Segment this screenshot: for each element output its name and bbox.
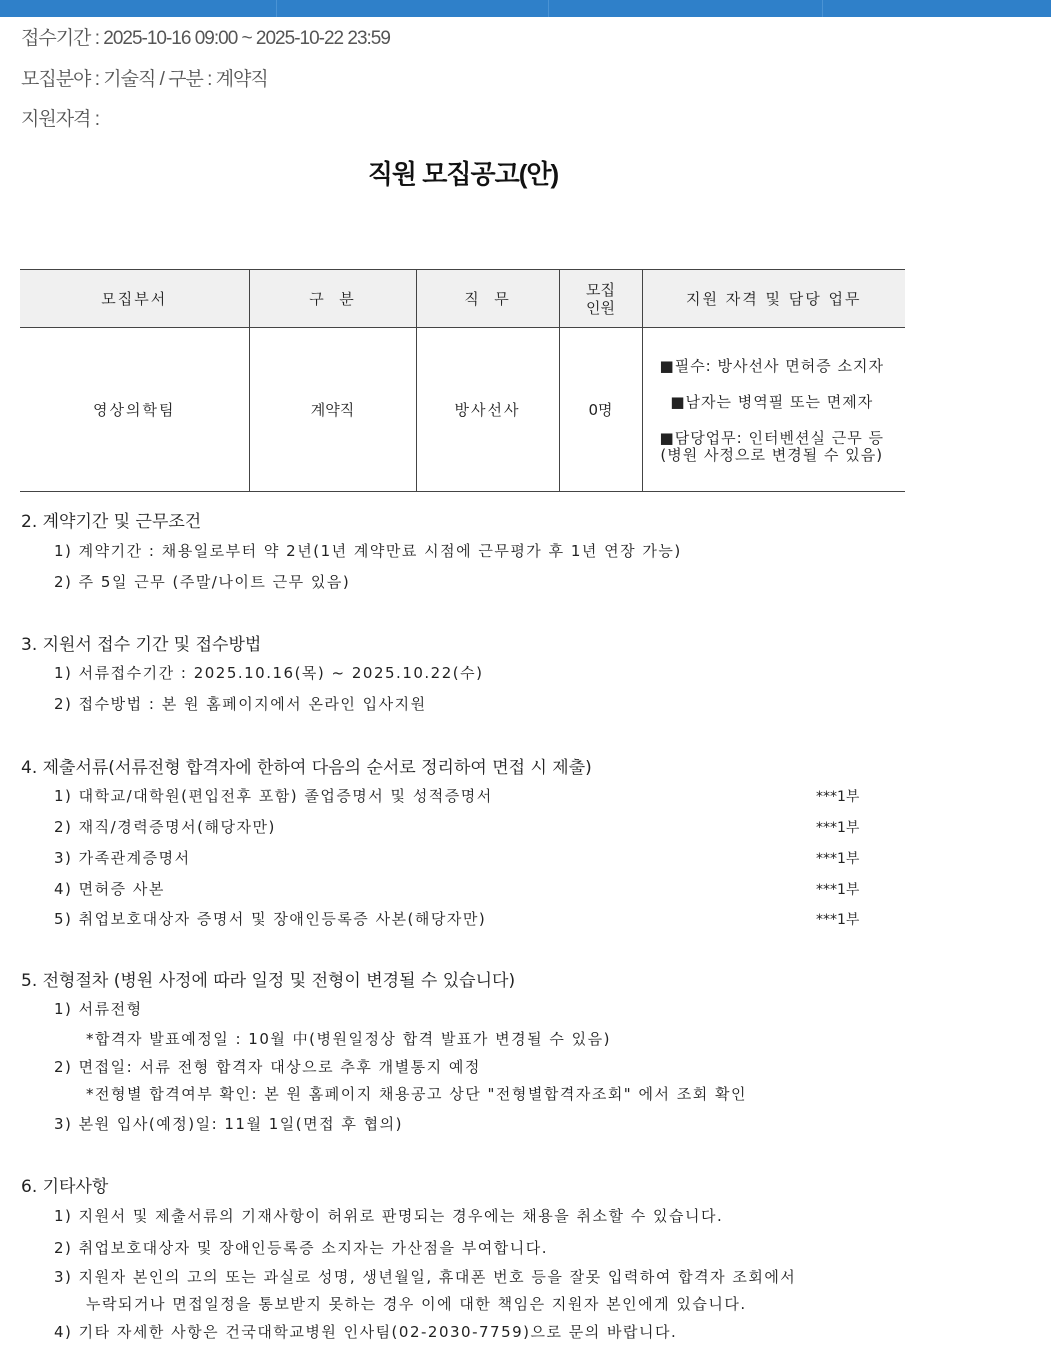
header-dept: 모집부서 [20, 270, 249, 328]
section-application-title: 3. 지원서 접수 기간 및 접수방법 [21, 635, 262, 655]
list-item: 3) 가족관계증명서 [54, 849, 191, 867]
list-subitem: *합격자 발표예정일 : 10월 中(병원일정상 합격 발표가 변경될 수 있음) [86, 1030, 612, 1048]
section-documents-title: 4. 제출서류(서류전형 합격자에 한하여 다음의 순서로 정리하여 면접 시 제출) [21, 758, 592, 778]
section-contract-title: 2. 계약기간 및 근무조건 [21, 512, 202, 532]
top-bar-divider [548, 0, 549, 17]
list-item: 1) 대학교/대학원(편입전후 포함) 졸업증명서 및 성적증명서 [54, 787, 493, 805]
section-misc-title: 6. 기타사항 [21, 1177, 109, 1197]
header-count-line1: 모집 [586, 280, 615, 299]
qualification-label: 지원자격 : [21, 109, 99, 130]
duty-item: ■담당업무: 인터벤션실 근무 등 [659, 428, 884, 447]
copies-count: ***1부 [816, 820, 860, 836]
list-item: 2) 취업보호대상자 및 장애인등록증 소지자는 가산점을 부여합니다. [54, 1239, 549, 1257]
header-count [559, 270, 642, 328]
recruitment-table [20, 269, 905, 492]
list-item: 2) 접수방법 : 본 원 홈페이지에서 온라인 입사지원 [54, 695, 427, 713]
top-bar-divider [822, 0, 823, 17]
table-row [20, 328, 905, 492]
header-job: 직 무 [416, 270, 559, 328]
document-title: 직원 모집공고(안) [367, 159, 559, 189]
copies-count: ***1부 [816, 882, 860, 898]
top-color-bar [0, 0, 1051, 17]
section-process-title: 5. 전형절차 (병원 사정에 따라 일정 및 전형이 변경될 수 있습니다) [21, 971, 516, 991]
list-item: 5) 취업보호대상자 증명서 및 장애인등록증 사본(해당자만) [54, 910, 487, 928]
copies-count: ***1부 [816, 789, 860, 805]
list-item: 1) 계약기간 : 채용일로부터 약 2년(1년 계약만료 시점에 근무평가 후 1년 연장 가능) [54, 542, 682, 560]
cell-count: 0명 [559, 328, 642, 492]
list-item: 2) 재직/경력증명서(해당자만) [54, 818, 276, 836]
cell-dept: 영상의학팀 [20, 328, 249, 492]
duty-item: ■필수: 방사선사 면허증 소지자 [659, 356, 884, 375]
list-item: 3) 지원자 본인의 고의 또는 과실로 성명, 생년월일, 휴대폰 번호 등을 잘못 입력하여 합격자 조회에서 [54, 1268, 797, 1286]
list-item: 4) 면허증 사본 [54, 880, 165, 898]
duty-item: ■남자는 병역필 또는 면제자 [670, 392, 874, 411]
cell-duties [642, 328, 905, 492]
cell-job: 방사선사 [416, 328, 559, 492]
application-period: 접수기간 : 2025-10-16 09:00 ~ 2025-10-22 23:59 [21, 28, 390, 49]
list-item: 4) 기타 자세한 사항은 건국대학교병원 인사팀(02-2030-7759)으로 문의 바랍니다. [54, 1323, 678, 1341]
list-item: 2) 면접일: 서류 전형 합격자 대상으로 추후 개별통지 예정 [54, 1058, 481, 1076]
copies-count: ***1부 [816, 912, 860, 928]
table-header-row [20, 270, 905, 328]
header-type: 구 분 [249, 270, 416, 328]
list-item: 1) 지원서 및 제출서류의 기재사항이 허위로 판명되는 경우에는 채용을 취소할 수 있습니다. [54, 1207, 724, 1225]
list-subitem: *전형별 합격여부 확인: 본 원 홈페이지 채용공고 상단 "전형별합격자조회" 에서 조회 확인 [86, 1085, 747, 1103]
list-item-continuation: 누락되거나 면접일정을 통보받지 못하는 경우 이에 대한 책임은 지원자 본인에게 있습니다. [86, 1295, 747, 1313]
cell-type: 계약직 [249, 328, 416, 492]
list-item: 1) 서류전형 [54, 1000, 143, 1018]
list-item: 1) 서류접수기간 : 2025.10.16(목) ~ 2025.10.22(수) [54, 664, 484, 682]
duty-item: (병원 사정으로 변경될 수 있음) [660, 445, 884, 464]
list-item: 3) 본원 입사(예정)일: 11월 1일(면접 후 협의) [54, 1115, 403, 1133]
copies-count: ***1부 [816, 851, 860, 867]
header-duty: 지원 자격 및 담당 업무 [642, 270, 905, 328]
top-bar-divider [276, 0, 277, 17]
recruit-field: 모집분야 : 기술직 / 구분 : 계약직 [21, 69, 268, 90]
list-item: 2) 주 5일 근무 (주말/나이트 근무 있음) [54, 573, 351, 591]
header-count-line2: 인원 [586, 298, 615, 317]
